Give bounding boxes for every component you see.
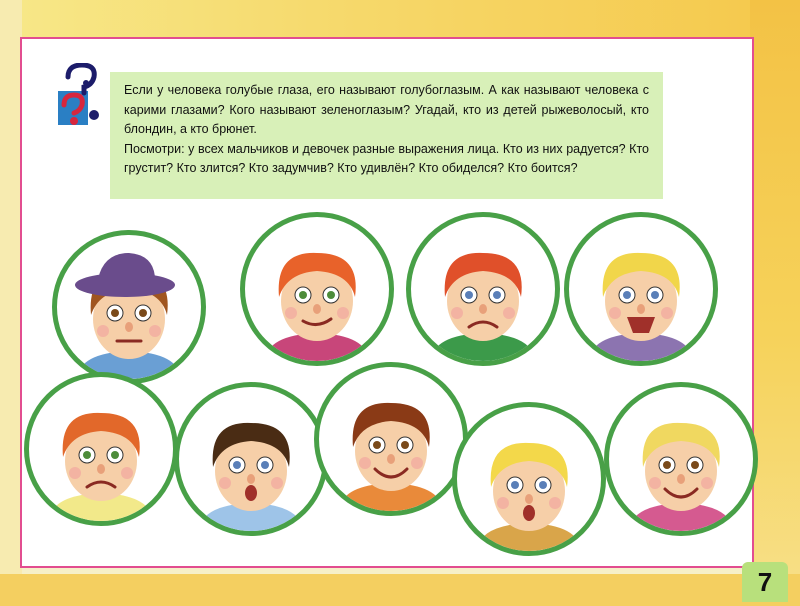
top-band (0, 0, 800, 40)
cheek (503, 307, 515, 319)
child-face-drawing (29, 377, 173, 521)
nose (125, 322, 133, 332)
child-portrait-5 (24, 372, 178, 526)
cheek (219, 477, 231, 489)
pupil (111, 451, 119, 459)
task-paragraph-1: Если у человека голубые глаза, его называют голубоглазым. А как называют человека с карими глазами? Кого называют зеленоглазым? Угадай, кто из детей рыжеволосый, кто блондин, а кто брюнет. (124, 83, 649, 136)
child-face-drawing (245, 217, 389, 361)
child-portrait-4 (564, 212, 718, 366)
mouth (523, 505, 535, 521)
question-icon (56, 63, 104, 133)
pupil (539, 481, 547, 489)
nose (247, 474, 255, 484)
cheek (359, 457, 371, 469)
right-band (750, 0, 800, 606)
pupil (111, 309, 119, 317)
cheek (411, 457, 423, 469)
nose (97, 464, 105, 474)
left-band (0, 0, 22, 606)
child-face-drawing (57, 235, 201, 379)
cheek (661, 307, 673, 319)
cheek (271, 477, 283, 489)
child-face-drawing (319, 367, 463, 511)
cheek (649, 477, 661, 489)
nose (637, 304, 645, 314)
child-portrait-3 (406, 212, 560, 366)
page-number: 7 (742, 562, 788, 602)
pupil (401, 441, 409, 449)
child-portrait-7 (314, 362, 468, 516)
cheek (285, 307, 297, 319)
child-face-drawing (569, 217, 713, 361)
bottom-band (0, 574, 800, 606)
child-portrait-6 (174, 382, 328, 536)
child-face-drawing (609, 387, 753, 531)
pupil (691, 461, 699, 469)
nose (479, 304, 487, 314)
child-face-drawing (179, 387, 323, 531)
pupil (139, 309, 147, 317)
cheek (497, 497, 509, 509)
pupil (651, 291, 659, 299)
cheek (451, 307, 463, 319)
pupil (233, 461, 241, 469)
task-textbox (110, 72, 663, 199)
pupil (465, 291, 473, 299)
child-portrait-2 (240, 212, 394, 366)
nose (313, 304, 321, 314)
pupil (83, 451, 91, 459)
pupil (299, 291, 307, 299)
pupil (511, 481, 519, 489)
pupil (373, 441, 381, 449)
child-face-drawing (457, 407, 601, 551)
pupil (261, 461, 269, 469)
nose (677, 474, 685, 484)
child-portrait-1 (52, 230, 206, 384)
child-portrait-8 (452, 402, 606, 556)
mouth (245, 485, 257, 501)
cheek (609, 307, 621, 319)
cheek (149, 325, 161, 337)
pupil (663, 461, 671, 469)
cheek (69, 467, 81, 479)
pupil (623, 291, 631, 299)
child-face-drawing (411, 217, 555, 361)
cheek (121, 467, 133, 479)
nose (525, 494, 533, 504)
task-paragraph-2: Посмотри: у всех мальчиков и девочек разные выражения лица. Кто из них радуется? Кто грустит? Кто злится? Кто задумчив? Кто удивлён? Кто обиделся? Кто боится? (124, 141, 649, 175)
cheek (337, 307, 349, 319)
child-portrait-9 (604, 382, 758, 536)
cheek (97, 325, 109, 337)
nose (387, 454, 395, 464)
cheek (701, 477, 713, 489)
hat-crown (97, 253, 155, 285)
pupil (327, 291, 335, 299)
cheek (549, 497, 561, 509)
pupil (493, 291, 501, 299)
